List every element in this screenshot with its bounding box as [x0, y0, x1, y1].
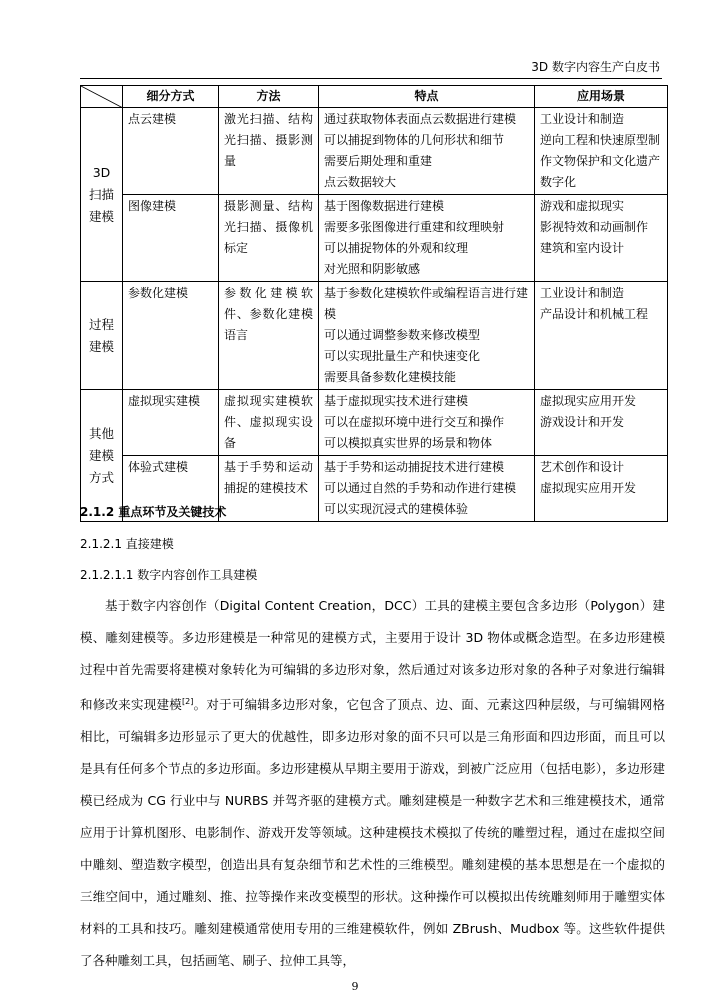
applications-cell — [535, 195, 668, 282]
column-header: 细分方式 — [123, 86, 219, 108]
application-line: 虚拟现实应用开发 — [540, 481, 637, 495]
application-line: 建筑和室内设计 — [540, 241, 625, 255]
application-line: 游戏设计和开发 — [540, 415, 625, 429]
applications-cell — [535, 456, 668, 522]
application-line: 艺术创作和设计 — [540, 460, 625, 474]
table-body — [81, 108, 668, 522]
features-cell — [319, 282, 535, 390]
feature-line: 可以在虚拟环境中进行交互和操作 — [324, 415, 505, 429]
feature-line: 对光照和阴影敏感 — [324, 262, 421, 276]
method-cell: 参数化建模软件、参数化建模语言 — [219, 282, 319, 390]
sub-method-cell: 图像建模 — [123, 195, 219, 282]
feature-line: 基于图像数据进行建模 — [324, 199, 445, 213]
feature-line: 可以模拟真实世界的场景和物体 — [324, 436, 493, 450]
application-line: 数字化 — [540, 175, 577, 189]
features-cell — [319, 390, 535, 456]
table-row — [81, 195, 668, 282]
section-heading-2-1-2-1: 2.1.2.1 直接建模 — [80, 537, 174, 551]
page-number: 9 — [351, 980, 359, 993]
group-cell: 3D 扫描建模 — [81, 108, 123, 282]
body-paragraph — [80, 590, 665, 977]
section-heading-2-1-2: 2.1.2 重点环节及关键技术 — [80, 505, 227, 519]
column-header: 特点 — [319, 86, 535, 108]
application-line: 作文物保护和文化遗产 — [540, 154, 661, 168]
citation-reference[interactable]: [2] — [181, 697, 194, 706]
sub-method-cell: 虚拟现实建模 — [123, 390, 219, 456]
group-cell: 过程建模 — [81, 282, 123, 390]
application-line: 虚拟现实应用开发 — [540, 394, 637, 408]
application-line: 游戏和虚拟现实 — [540, 199, 625, 213]
table-row — [81, 282, 668, 390]
feature-line: 可以捕捉物体的外观和纹理 — [324, 241, 469, 255]
application-line: 工业设计和制造 — [540, 112, 625, 126]
feature-line: 通过获取物体表面点云数据进行建模 — [324, 112, 517, 126]
feature-line: 基于参数化建模软件或编程语言进行建 — [324, 286, 529, 300]
table-header-row — [81, 86, 668, 108]
feature-line: 需要后期处理和重建 — [324, 154, 433, 168]
paragraph-text: 。对于可编辑多边形对象，它包含了顶点、边、面、元素这四种层级，与可编辑网格相比，可编辑多边形显示了更大的优越性，即多边形对象的面不只可以是三角形面和四边形面，而且可以是具有任何多个节点的多边形面。多边形建模从早期主要用于游戏，到被广泛应用（包括电影），多边形建模已经成为 CG 行业中与 NURBS 并驾齐驱的建模方式。雕刻建模是一种数字艺术和三维建模技术，通常应用于计算机图形、电影制作、游戏开发等领域。这种建模技术模拟了传统的雕塑过程，通过在虚拟空间中雕刻、塑造数字模型，创造出具有复杂细节和艺术性的三维模型。雕刻建模的基本思想是在一个虚拟的三维空间中，通过雕刻、推、拉等操作来改变模型的形状。这种操作可以模拟出传统雕刻师用于雕塑实体材料的工具和技巧。雕刻建模通常使用专用的三维建模软件，例如 ZBrush、Mudbox 等。这些软件提供了各种雕刻工具，包括画笔、刷子、拉伸工具等， — [80, 697, 665, 969]
diagonal-line — [81, 86, 123, 108]
applications-cell — [535, 282, 668, 390]
feature-line: 可以捕捉到物体的几何形状和细节 — [324, 133, 505, 147]
table-row — [81, 390, 668, 456]
feature-line: 可以实现批量生产和快速变化 — [324, 349, 481, 363]
column-header: 应用场景 — [535, 86, 668, 108]
method-cell: 激光扫描、结构光扫描、摄影测量 — [219, 108, 319, 195]
document-header-title: 3D 数字内容生产白皮书 — [531, 60, 660, 74]
application-line: 逆向工程和快速原型制 — [540, 133, 661, 147]
modeling-methods-table — [80, 85, 668, 522]
column-header: 方法 — [219, 86, 319, 108]
feature-line: 基于手势和运动捕捉技术进行建模 — [324, 460, 505, 474]
feature-line: 基于虚拟现实技术进行建模 — [324, 394, 469, 408]
section-heading-2-1-2-1-1: 2.1.2.1.1 数字内容创作工具建模 — [80, 568, 258, 582]
feature-line: 需要多张图像进行重建和纹理映射 — [324, 220, 505, 234]
applications-cell — [535, 108, 668, 195]
features-cell — [319, 456, 535, 522]
application-line: 产品设计和机械工程 — [540, 307, 649, 321]
applications-cell — [535, 390, 668, 456]
feature-line: 可以通过自然的手势和动作进行建模 — [324, 481, 517, 495]
sub-method-cell: 点云建模 — [123, 108, 219, 195]
diagonal-corner-cell — [81, 86, 123, 108]
sub-method-cell: 参数化建模 — [123, 282, 219, 390]
feature-line: 可以实现沉浸式的建模体验 — [324, 502, 469, 516]
group-cell: 其他建模方式 — [81, 390, 123, 522]
paragraph-text: 基于数字内容创作（Digital Content Creation，DCC）工具的建模主要包含多边形（Polygon）建模、雕刻建模等。多边形建模是一种常见的建模方式，主要用于设计 3D 物体或概念造型。在多边形建模过程中首先需要将建模对象转化为可编辑的多边形对象，然后通过对该多边形对象的各种子对象进行编辑和修改来实现建模 — [80, 598, 665, 713]
features-cell — [319, 195, 535, 282]
feature-line: 点云数据较大 — [324, 175, 397, 189]
feature-line: 需要具备参数化建模技能 — [324, 370, 457, 384]
method-cell: 基于手势和运动捕捉的建模技术 — [219, 456, 319, 522]
table-row — [81, 108, 668, 195]
header-rule — [80, 78, 662, 79]
method-cell: 摄影测量、结构光扫描、摄像机标定 — [219, 195, 319, 282]
feature-line: 可以通过调整参数来修改模型 — [324, 328, 481, 342]
application-line: 工业设计和制造 — [540, 286, 625, 300]
application-line: 影视特效和动画制作 — [540, 220, 649, 234]
sub-method-cell: 体验式建模 — [123, 456, 219, 522]
feature-line: 模 — [324, 307, 337, 321]
features-cell — [319, 108, 535, 195]
method-cell: 虚拟现实建模软件、虚拟现实设备 — [219, 390, 319, 456]
